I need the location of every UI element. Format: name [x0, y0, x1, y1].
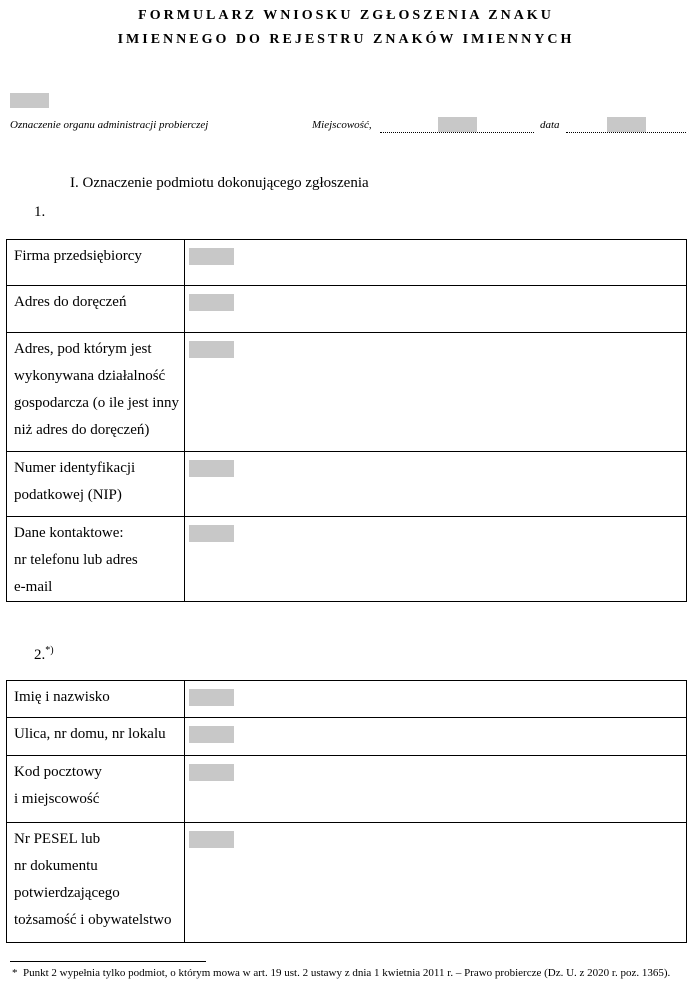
section1-table — [6, 239, 687, 602]
footnote-marker: * — [12, 967, 18, 979]
table-row — [7, 756, 687, 823]
table-row — [7, 286, 687, 333]
place-label: Miejscowość, — [312, 119, 372, 131]
contact-input-field[interactable] — [189, 525, 234, 542]
organ-label: Oznaczenie organu administracji probierczej — [10, 119, 209, 131]
section1-number: 1. — [34, 204, 46, 220]
street-value-cell[interactable] — [185, 718, 687, 756]
place-input-field[interactable] — [438, 117, 477, 132]
delivery-address-label: Adres do doręczeń — [7, 286, 185, 333]
full-name-value-cell[interactable] — [185, 681, 687, 718]
place-dotted-line — [380, 132, 534, 133]
table-row — [7, 333, 687, 452]
firm-input-field[interactable] — [189, 248, 234, 265]
footnote — [12, 966, 688, 980]
postal-code-input-field[interactable] — [189, 764, 234, 781]
section1-heading: I. Oznaczenie podmiotu dokonującego zgłoszenia — [70, 175, 369, 191]
date-label: data — [540, 119, 560, 131]
nip-value-cell[interactable] — [185, 452, 687, 517]
form-title-line2: IMIENNEGO DO REJESTRU ZNAKÓW IMIENNYCH — [117, 32, 575, 47]
nip-label: Numer identyfikacji podatkowej (NIP) — [7, 452, 185, 517]
footnote-ref: *) — [45, 645, 54, 656]
date-input-field[interactable] — [607, 117, 646, 132]
corner-mark — [668, 0, 673, 5]
table-row — [7, 681, 687, 718]
table-row — [7, 240, 687, 286]
pesel-value-cell[interactable] — [185, 823, 687, 943]
street-label: Ulica, nr domu, nr lokalu — [7, 718, 185, 756]
contact-label: Dane kontaktowe: nr telefonu lub adres e-mail — [7, 517, 185, 602]
delivery-address-input-field[interactable] — [189, 294, 234, 311]
pesel-label: Nr PESEL lub nr dokumentu potwierdzającego tożsamość i obywatelstwo — [7, 823, 185, 943]
form-title-line1: FORMULARZ WNIOSKU ZGŁOSZENIA ZNAKU — [138, 8, 554, 23]
table-row — [7, 517, 687, 602]
pesel-input-field[interactable] — [189, 831, 234, 848]
full-name-label: Imię i nazwisko — [7, 681, 185, 718]
business-address-value-cell[interactable] — [185, 333, 687, 452]
full-name-input-field[interactable] — [189, 689, 234, 706]
footnote-separator — [10, 961, 206, 962]
firm-value-cell[interactable] — [185, 240, 687, 286]
organ-input-field[interactable] — [10, 93, 49, 108]
table-row — [7, 718, 687, 756]
date-dotted-line — [566, 132, 686, 133]
firm-label: Firma przedsiębiorcy — [7, 240, 185, 286]
street-input-field[interactable] — [189, 726, 234, 743]
postal-code-label: Kod pocztowy i miejscowość — [7, 756, 185, 823]
business-address-input-field[interactable] — [189, 341, 234, 358]
table-row — [7, 452, 687, 517]
business-address-label: Adres, pod którym jest wykonywana działalność gospodarcza (o ile jest inny niż adres do doręczeń) — [7, 333, 185, 452]
table-row — [7, 823, 687, 943]
section2-number: 2.*) — [34, 645, 54, 663]
contact-value-cell[interactable] — [185, 517, 687, 602]
postal-code-value-cell[interactable] — [185, 756, 687, 823]
delivery-address-value-cell[interactable] — [185, 286, 687, 333]
footnote-text: Punkt 2 wypełnia tylko podmiot, o którym mowa w art. 19 ust. 2 ustawy z dnia 1 kwietnia 2011 r. – Prawo probiercze (Dz. U. z 2020 r. poz. 1365). — [23, 967, 671, 979]
nip-input-field[interactable] — [189, 460, 234, 477]
section2-table — [6, 680, 687, 943]
